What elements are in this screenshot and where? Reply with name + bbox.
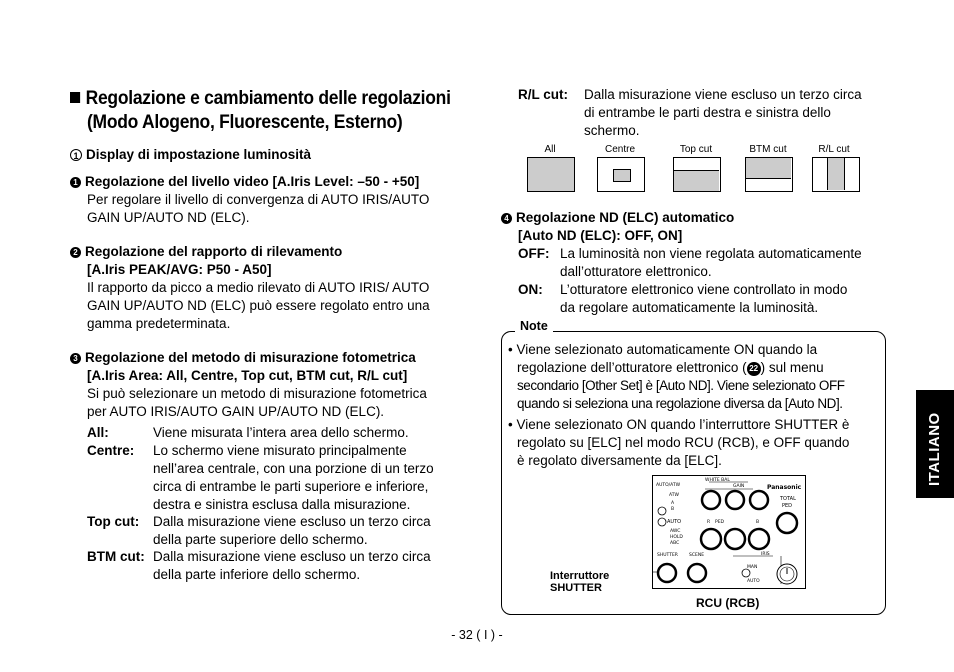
filled-number-icon: 3 [70, 353, 81, 364]
label-topcut: Top cut [679, 144, 713, 155]
section-heading: Regolazione e cambiamento delle regolazioni [70, 87, 451, 111]
label-btmcut: BTM cut [749, 144, 787, 155]
label-all: All [544, 144, 556, 155]
filled-number-icon: 1 [70, 177, 81, 188]
page-number: - 32 ( I ) - [451, 628, 503, 642]
diagram-all [527, 157, 575, 192]
item-4: 4 Regolazione ND (ELC) automatico [Auto ND (ELC): OFF, ON] OFF: La luminosità non viene regolata automaticamente dall’otturatore elettronico. ON: L’otturatore elettronico viene controllato in modo da regolare automaticamente la luminosità. [501, 209, 891, 317]
def-btmcut: BTM cut: Dalla misurazione viene escluso un terzo circa della parte inferiore dello schermo. [87, 549, 431, 582]
item-1: 1 Regolazione del livello video [A.Iris Level: –50 - +50] Per regolare il livello di convergenza di AUTO IRIS/AUTO GAIN UP/AUTO ND (ELC). [70, 173, 470, 227]
rcu-caption: RCU (RCB) [696, 596, 760, 610]
circled-number-icon: 22 [747, 362, 761, 376]
note-bullet-1: • Viene selezionato automaticamente ON quando la regolazione dell’otturatore elettronico ( 22 ) sul menu secondario [Other Set] è [Auto ND]. Viene selezionato OFF quando si seleziona una regolazione diversa da [Auto ND]. [508, 342, 845, 411]
def-centre: Centre: Lo schermo viene misurato principalmente nell’area centrale, con una porzione di un terzo circa di entrambe le parti superiore e inferiore, destra e sinistra esclusa dalla misurazione. [87, 443, 434, 512]
note-bullet-2: • Viene selezionato ON quando l’interruttore SHUTTER è regolato su [ELC] nel modo RCU (RCB), e OFF quando è regolato diversamente da [ELC]. [508, 417, 850, 468]
rcu-panel-illustration: AUTO/ATW WHITE BAL GAIN Panasonic ATW A B AUTO R PED B TOTAL PED AWC HOLD ABC SHUTTER SCENE IRIS MAN AUTO [652, 475, 806, 589]
item-2: 2 Regolazione del rapporto di rilevamento [A.Iris PEAK/AVG: P50 - A50] Il rapporto da picco a medio rilevato di AUTO IRIS/ AUTO GAIN UP/AUTO ND (ELC) può essere regolato entro una gamma predeterminata. [70, 243, 470, 333]
square-bullet-icon [70, 92, 80, 103]
diagram-rlcut [812, 157, 860, 192]
diagram-centre [597, 157, 645, 192]
diagram-btmcut [745, 157, 793, 192]
shutter-switch-label: Interruttore SHUTTER [550, 570, 610, 594]
item-3: 3 Regolazione del metodo di misurazione fotometrica [A.Iris Area: All, Centre, Top cut, BTM cut, R/L cut] Si può selezionare un metodo di misurazione fotometrica per AUTO IRIS/AUTO GAIN UP/AUTO ND (ELC). [70, 349, 470, 421]
circled-number-icon: 1 [70, 149, 82, 161]
language-tab: ITALIANO [916, 390, 954, 498]
def-all: All: Viene misurata l’intera area dello schermo. [87, 425, 409, 440]
filled-number-icon: 4 [501, 213, 512, 224]
label-rlcut: R/L cut [818, 144, 850, 155]
label-centre: Centre [604, 144, 635, 155]
note-label: Note [515, 319, 553, 333]
subheading-display: 1 Display di impostazione luminosità [70, 146, 311, 164]
section-heading-line2: (Modo Alogeno, Fluorescente, Esterno) [87, 112, 403, 133]
brand-logo: Panasonic [767, 484, 802, 491]
def-topcut: Top cut: Dalla misurazione viene escluso un terzo circa della parte superiore dello schermo. [87, 514, 431, 547]
diagram-topcut [673, 157, 721, 192]
filled-number-icon: 2 [70, 247, 81, 258]
